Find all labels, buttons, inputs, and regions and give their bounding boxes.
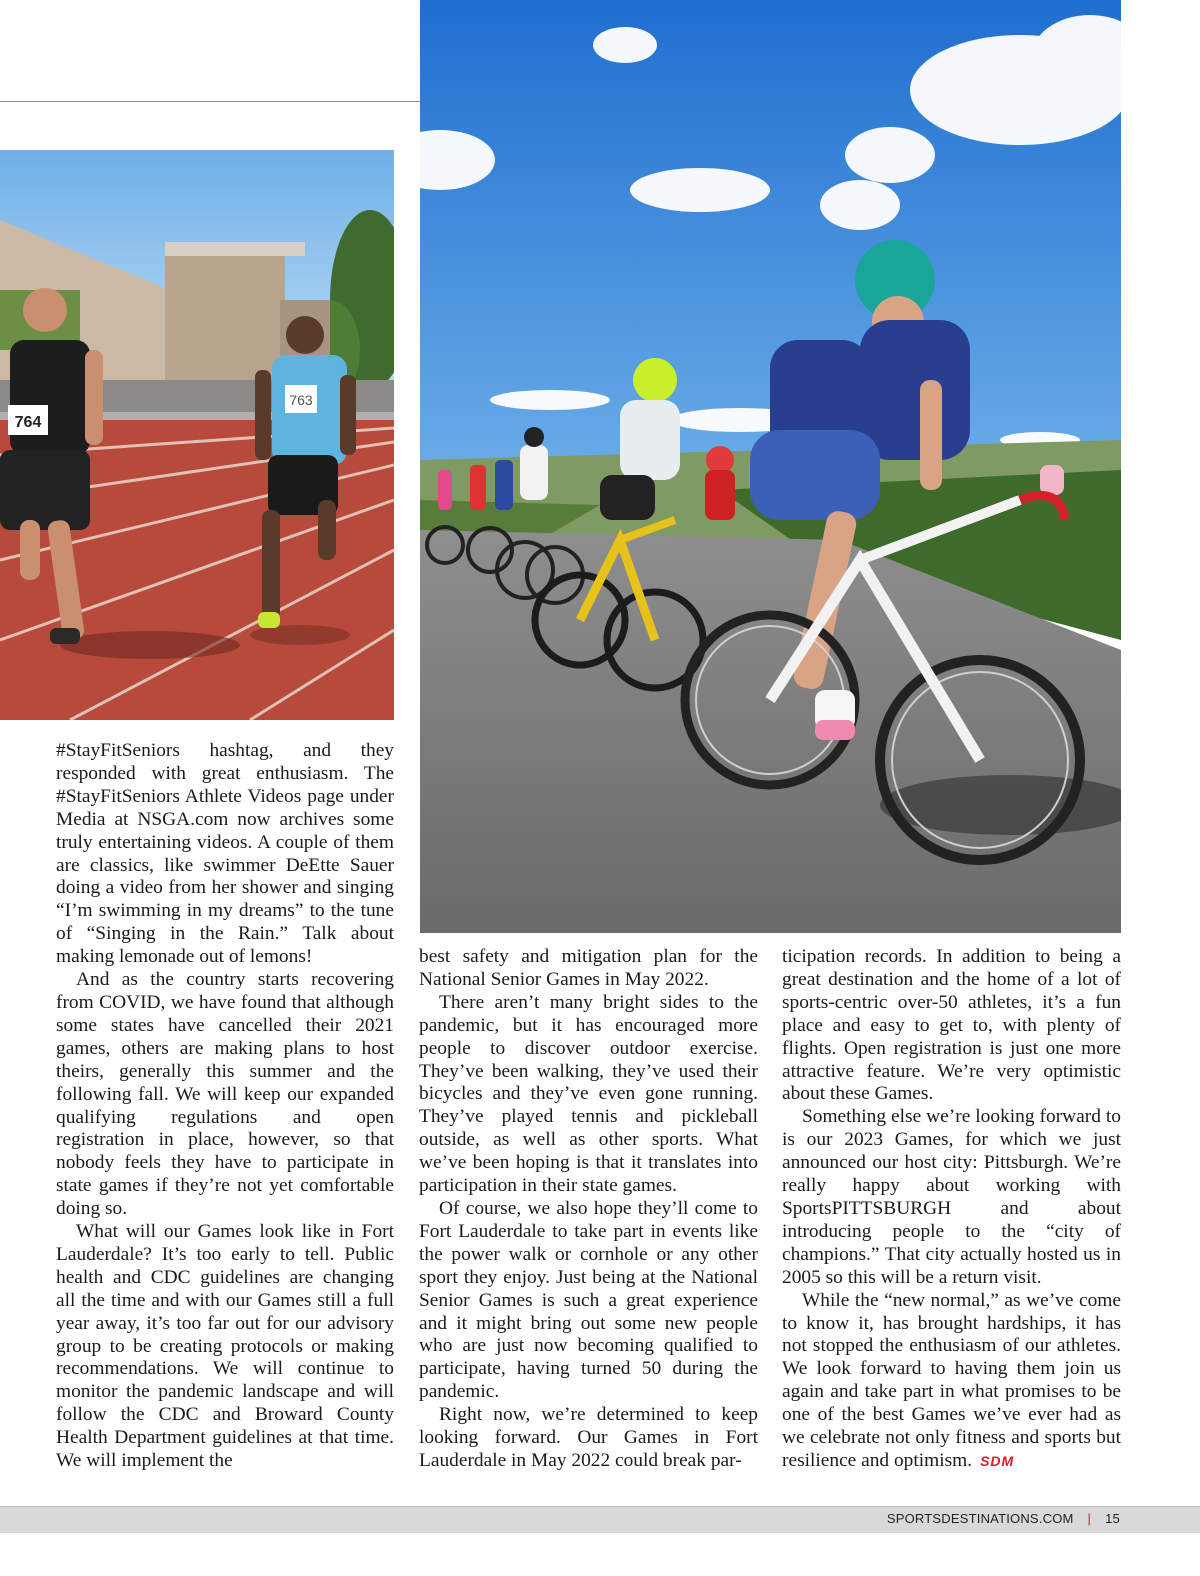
page-number: 15 bbox=[1105, 1511, 1120, 1526]
footer-site: SPORTSDESTINATIONS.COM bbox=[886, 1511, 1074, 1526]
track-runners-photo bbox=[0, 150, 394, 720]
bib-number-right: 763 bbox=[289, 392, 313, 408]
paragraph: And as the country starts recovering from COVID, we have found that although some states have cancelled their 2021 games, others are making plans to host theirs, generally this summer and the following fall. We will keep our expanded qualifying regulations and open registration in place, however, so that nobody feels they have to participate in state games if they’re not yet comfortable doing so. bbox=[56, 969, 394, 1220]
header-rule bbox=[0, 101, 420, 102]
paragraph-text: While the “new normal,” as we’ve come to know it, has brought hardships, it has not stopped the enthusiasm of our athletes. We look forward to having them join us again and take part in what promises to be one of the best Games we’ve ever had as we celebrate not only fitness and sports but resilience and optimism. bbox=[782, 1289, 1121, 1471]
article-column-3 bbox=[782, 946, 1121, 1473]
paragraph: Something else we’re looking forward to is our 2023 Games, for which we just announced our host city: Pittsburgh. We’re really happy about working with SportsPITTSBURGH and about introducing people to the “city of champions.” That city actually hosted us in 2005 so this will be a return visit. bbox=[782, 1106, 1121, 1288]
page-footer bbox=[887, 1511, 1120, 1526]
paragraph: Right now, we’re determined to keep looking forward. Our Games in Fort Lauderdale in May 2022 could break par- bbox=[419, 1404, 758, 1471]
bib-number-left: 764 bbox=[14, 414, 42, 431]
paragraph: What will our Games look like in Fort Lauderdale? It’s too early to tell. Public health and CDC guidelines are changing all the time and with our Games still a full year away, it’s too far out for our advisory group to be creating protocols or making recommendations. We will continue to monitor the pandemic landscape and will follow the CDC and Broward County Health Department guidelines at that time. We will implement the bbox=[56, 1221, 394, 1472]
paragraph: best safety and mitigation plan for the National Senior Games in May 2022. bbox=[419, 946, 758, 990]
paragraph: ticipation records. In addition to being a great destination and the home of a lot of sports-centric over-50 athletes, it’s a fun place and easy to get to, with plenty of flights. Open registration is just one more attractive feature. We’re very optimistic about these Games. bbox=[782, 946, 1121, 1105]
cyclists-photo bbox=[420, 0, 1121, 933]
paragraph: There aren’t many bright sides to the pandemic, but it has encouraged more people to discover outdoor exercise. They’ve been walking, they’ve used their bicycles and they’ve even gone running. They’ve played tennis and pickleball outside, as well as other sports. What we’ve been hoping is that it translates into participation in their state games. bbox=[419, 991, 758, 1197]
article-column-2 bbox=[419, 946, 758, 1473]
article-column-1 bbox=[56, 740, 394, 1473]
paragraph bbox=[782, 1290, 1121, 1473]
end-mark-logo: SDM bbox=[980, 1452, 1015, 1469]
paragraph: Of course, we also hope they’ll come to Fort Lauderdale to take part in events like the power walk or cornhole or any other sport they enjoy. Just being at the National Senior Games is such a great experience and it might bring out some new people who are just now becoming qualified to participate, having turned 50 during the pandemic. bbox=[419, 1197, 758, 1403]
footer-separator: | bbox=[1087, 1511, 1092, 1526]
paragraph: #StayFitSeniors hashtag, and they responded with great enthusiasm. The #StayFitSeniors Athlete Videos page under Media at NSGA.com now archives some truly entertaining videos. A couple of them are classics, like swimmer DeEtte Sauer doing a video from her shower and singing “I’m swimming in my dreams” to the tune of “Singing in the Rain.” Talk about making lemonade out of lemons! bbox=[56, 740, 394, 968]
